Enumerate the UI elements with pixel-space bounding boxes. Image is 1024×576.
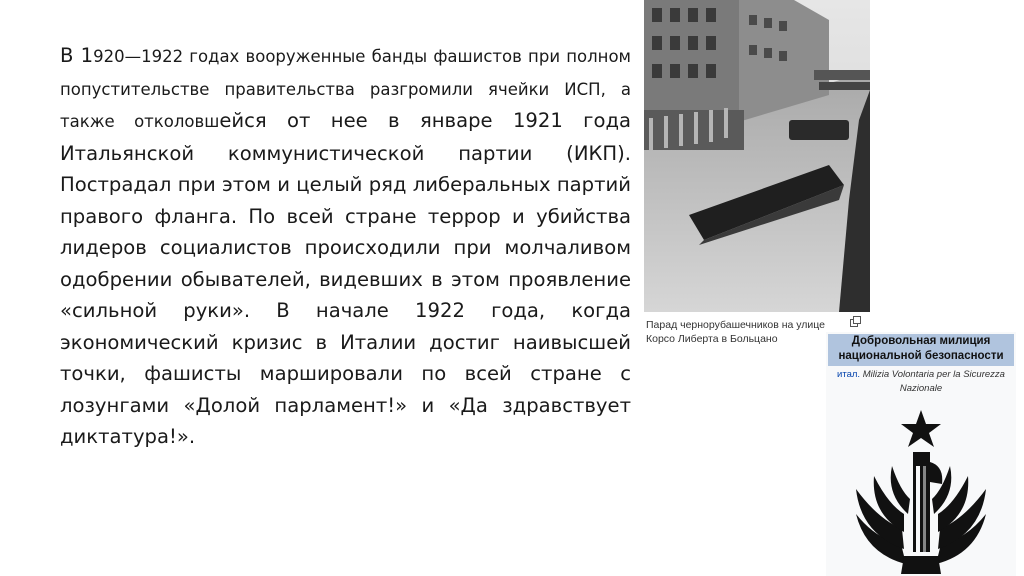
italian-name: Milizia Volontaria per la Sicurezza Nazionale <box>862 369 1005 394</box>
infobox-original-name <box>828 368 1014 396</box>
photo-caption: Парад чернорубашечников на улице Корсо Либерта в Больцано <box>646 319 825 345</box>
body-paragraph <box>60 40 631 453</box>
paragraph-lead: В 1 <box>60 44 94 67</box>
star-icon <box>901 410 941 447</box>
language-link[interactable]: итал. <box>837 369 861 380</box>
fasces-star-emblem <box>826 404 1016 576</box>
infobox-title: Добровольная милиция национальной безопасности <box>828 334 1014 366</box>
paragraph-small-run: 920—1922 годах вооруженные банды фашистов при полном попустительстве правительства разгромили ячейки ИСП, а также отколовш <box>60 47 631 131</box>
infobox <box>826 332 1016 576</box>
parade-photo <box>644 0 870 312</box>
paragraph-rest: ейся от нее в январе 1921 года Итальянской коммунистической партии (ИКП). Пострадал при этом и целый ряд либеральных партий правого фланга. По всей стране террор и убийства лидеров социалистов происходили при молчаливом одобрении обывателей, видевших в этом проявление «сильной руки». В начале 1922 года, когда экономический кризис в Италии достиг наивысшей точки, фашисты маршировали по всей стране с лозунгами «Долой парламент!» и «Да здравствует диктатура!». <box>60 109 631 448</box>
expand-icon[interactable] <box>850 316 861 327</box>
